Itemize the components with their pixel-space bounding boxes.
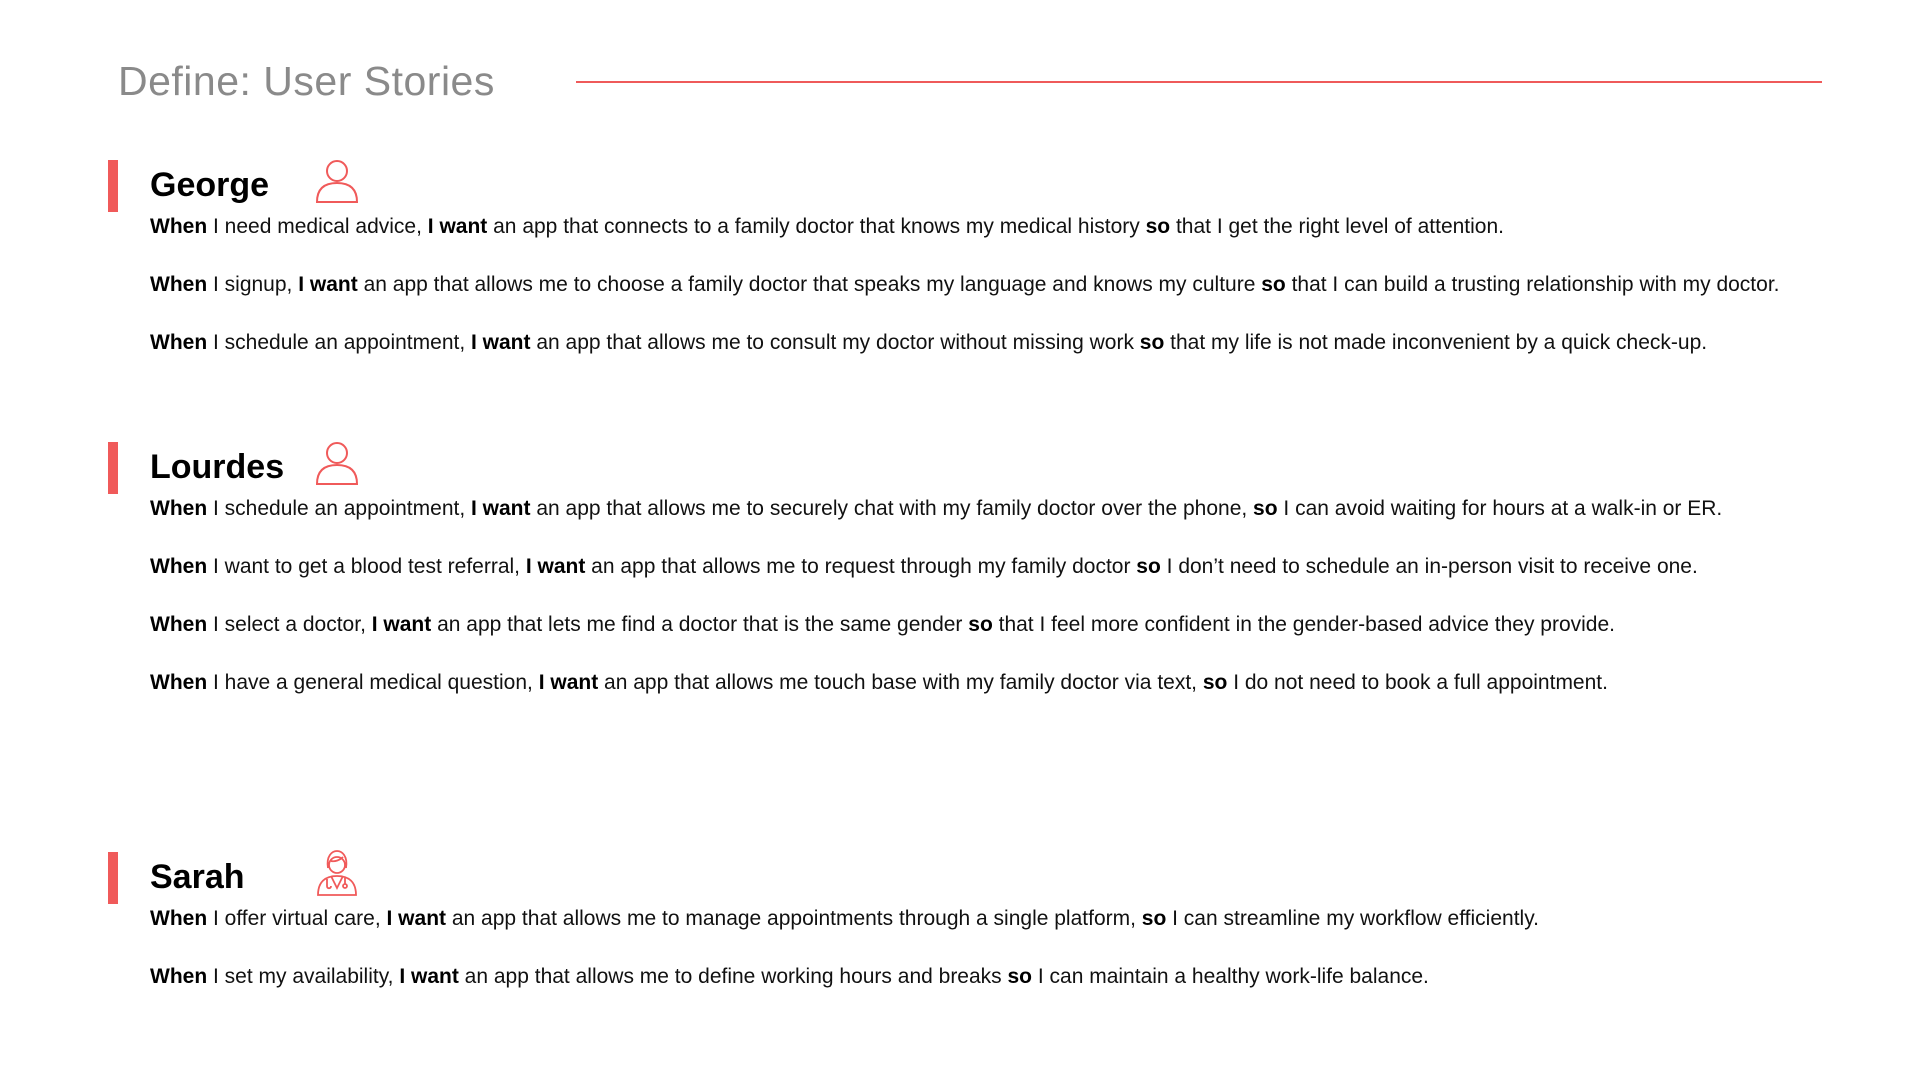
user-story: When I set my availability, I want an app that allows me to define working hours and breaks so I can maintain a healthy work-life balance. [150, 965, 1429, 988]
story-list [150, 212, 1830, 357]
accent-bar [108, 852, 118, 904]
user-story: When I need medical advice, I want an app that connects to a family doctor that knows my medical history so that I get the right level of attention. [150, 215, 1505, 238]
user-story: When I want to get a blood test referral, I want an app that allows me to request through my family doctor so I don’t need to schedule an in-person visit to receive one. [150, 555, 1698, 578]
user-story: When I have a general medical question, I want an app that allows me touch base with my family doctor via text, so I do not need to book a full appointment. [150, 671, 1608, 694]
persona-name: George [150, 166, 270, 204]
accent-bar [108, 442, 118, 494]
user-story: When I signup, I want an app that allows me to choose a family doctor that speaks my language and knows my culture so that I can build a trusting relationship with my doctor. [150, 273, 1780, 296]
persona-header [108, 442, 1828, 494]
slide-title: Define: User Stories [118, 58, 495, 104]
user-icon [313, 438, 361, 488]
story-list [150, 494, 1830, 697]
persona-header [108, 160, 1828, 212]
story-list [150, 904, 1830, 991]
user-story: When I schedule an appointment, I want an app that allows me to consult my doctor without missing work so that my life is not made inconvenient by a quick check-up. [150, 331, 1708, 354]
user-icon [313, 156, 361, 206]
accent-bar [108, 160, 118, 212]
persona-george [108, 160, 1828, 357]
persona-name: Lourdes [150, 448, 285, 486]
user-story: When I offer virtual care, I want an app that allows me to manage appointments through a single platform, so I can streamline my workflow efficiently. [150, 907, 1539, 930]
persona-name: Sarah [150, 858, 245, 896]
doctor-icon [313, 848, 361, 898]
persona-sarah [108, 852, 1828, 991]
persona-lourdes [108, 442, 1828, 697]
user-story: When I schedule an appointment, I want an app that allows me to securely chat with my family doctor over the phone, so I can avoid waiting for hours at a walk-in or ER. [150, 497, 1723, 520]
user-story: When I select a doctor, I want an app that lets me find a doctor that is the same gender so that I feel more confident in the gender-based advice they provide. [150, 613, 1615, 636]
persona-header [108, 852, 1828, 904]
title-divider [576, 81, 1822, 83]
